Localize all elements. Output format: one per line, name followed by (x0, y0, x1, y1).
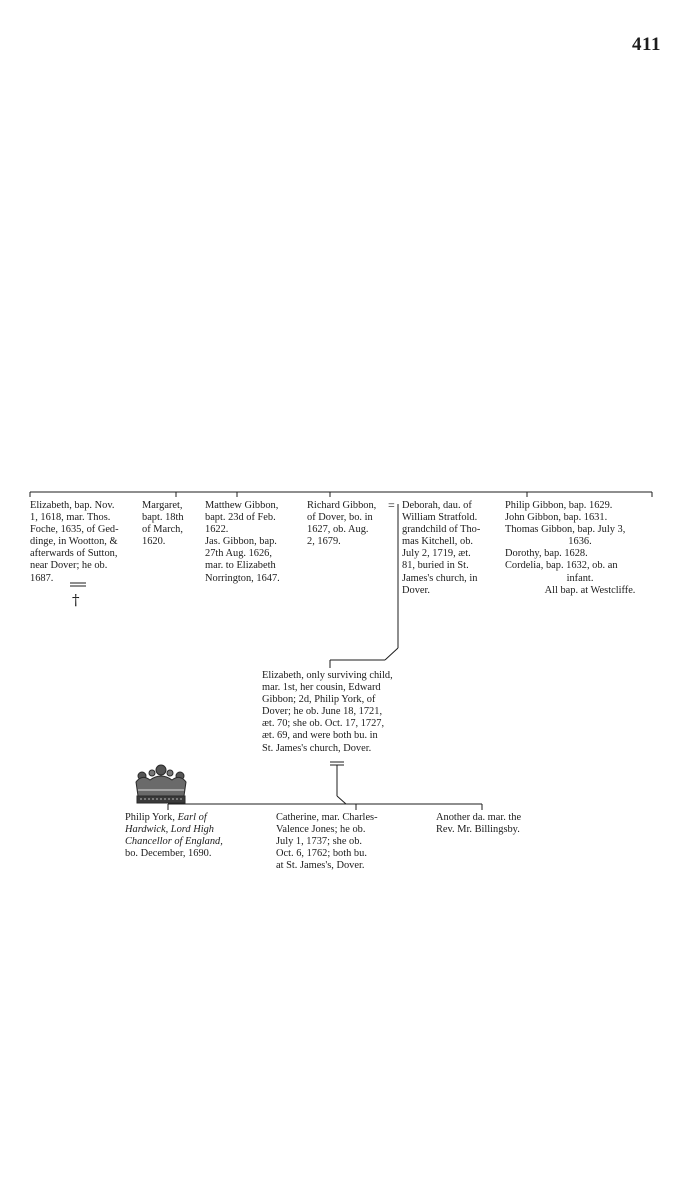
entry-matthew-gibbon (205, 500, 280, 585)
entry-siblings (505, 500, 675, 597)
entry-richard-gibbon (307, 500, 376, 548)
text-line: John Gibbon, bap. 1631. (505, 512, 608, 524)
title: Earl of (177, 812, 207, 823)
entry-deborah (402, 500, 480, 597)
entry-catherine (276, 812, 378, 872)
text-line: bapt. 18th (142, 512, 184, 524)
text-line: Dorothy, bap. 1628. (505, 548, 588, 560)
title: Chancellor of England, (125, 836, 223, 848)
text-line: Foche, 1635, of Ged- (30, 524, 119, 536)
text-line: mar. to Elizabeth (205, 560, 276, 572)
text-line: 27th Aug. 1626, (205, 548, 272, 560)
text-line: æt. 69, and were both bu. in (262, 730, 378, 742)
text-line: 1, 1618, mar. Thos. (30, 512, 111, 524)
text-line: Jas. Gibbon, bap. (205, 536, 277, 548)
descent-line (337, 796, 346, 804)
text-line: mas Kitchell, ob. (402, 536, 473, 548)
text-line: Rev. Mr. Billingsby. (436, 824, 520, 836)
text-line: Norrington, 1647. (205, 572, 280, 584)
entry-elizabeth-gen1 (30, 500, 119, 585)
text-line: bo. December, 1690. (125, 848, 212, 860)
text-line: Margaret, (142, 500, 183, 511)
text-line: Oct. 6, 1762; both bu. (276, 848, 367, 860)
text-line (125, 836, 223, 848)
text-line: James's church, in (402, 572, 478, 584)
text-line: 1627, ob. Aug. (307, 524, 369, 536)
text-line (125, 824, 223, 836)
marriage-symbol: = (388, 498, 395, 512)
title: Hardwick, Lord High (125, 824, 214, 836)
text-line: of March, (142, 524, 183, 536)
text-line: at St. James's, Dover. (276, 860, 365, 872)
cross-symbol: † (72, 591, 80, 609)
text-line: grandchild of Tho- (402, 524, 481, 536)
text-line: Elizabeth, bap. Nov. (30, 500, 115, 511)
text-line: Philip Gibbon, bap. 1629. (505, 500, 613, 511)
text-line: Deborah, dau. of (402, 500, 472, 511)
text-line: æt. 70; she ob. Oct. 17, 1727, (262, 718, 385, 730)
text-line: of Dover, bo. in (307, 512, 373, 524)
text-line: 2, 1679. (307, 536, 341, 548)
entry-elizabeth-york (262, 670, 393, 755)
entry-another-daughter (436, 812, 521, 836)
text-line: St. James's church, Dover. (262, 742, 372, 754)
text-line: Another da. mar. the (436, 812, 522, 823)
text-line: 81, buried in St. (402, 560, 469, 572)
text-line: July 1, 1737; she ob. (276, 836, 363, 848)
text-line: infant. (566, 572, 594, 584)
page-number: 411 (632, 34, 661, 55)
text-line (125, 812, 223, 824)
earl-coronet-icon (132, 760, 190, 810)
text-line: Matthew Gibbon, (205, 500, 279, 511)
text-line: 1636. (568, 536, 592, 548)
text-line: mar. 1st, her cousin, Edward (262, 682, 381, 694)
name: Philip York, (125, 812, 175, 823)
text-line: William Stratfold. (402, 512, 478, 524)
text-line: Dover. (402, 584, 430, 596)
text-line: 1620. (142, 536, 166, 548)
text-line: near Dover; he ob. (30, 560, 108, 572)
text-line: dinge, in Wootton, & (30, 536, 118, 548)
text-line: 1687. (30, 572, 54, 584)
entry-margaret (142, 500, 184, 548)
text-line: All bap. at Westcliffe. (544, 584, 636, 596)
text-line: Catherine, mar. Charles- (276, 812, 378, 823)
text-line: Dover; he ob. June 18, 1721, (262, 706, 383, 718)
text-line: July 2, 1719, æt. (402, 548, 471, 560)
text-line: 1622. (205, 524, 229, 536)
entry-philip-york (125, 812, 223, 860)
text-line: Cordelia, bap. 1632, ob. an (505, 560, 618, 572)
text-line: Richard Gibbon, (307, 500, 377, 511)
text-line: Elizabeth, only surviving child, (262, 670, 393, 681)
text-line: Gibbon; 2d, Philip York, of (262, 694, 376, 706)
text-line: Thomas Gibbon, bap. July 3, (505, 524, 626, 536)
text-line: Valence Jones; he ob. (276, 824, 366, 836)
descent-line (385, 648, 398, 660)
text-line: bapt. 23d of Feb. (205, 512, 276, 524)
text-line: afterwards of Sutton, (30, 548, 118, 560)
